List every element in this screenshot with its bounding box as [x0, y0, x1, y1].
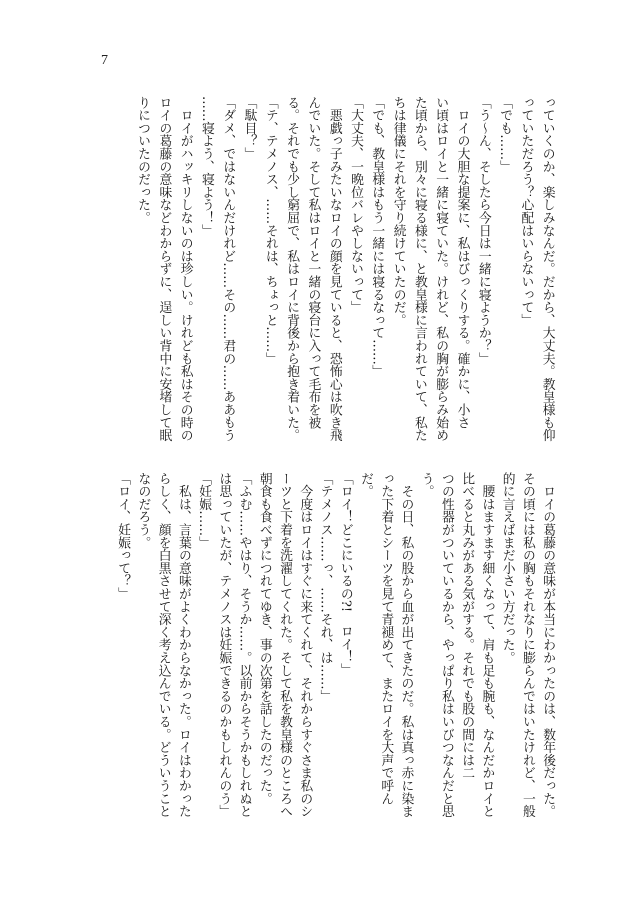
text-line: 「でも、教皇様はもう一緒には寝るなって……」 [369, 96, 385, 378]
text-line: 悪戯っ子みたいなロイの顔を見ていると、恐怖心は吹き飛 [326, 96, 342, 442]
text-line: は思っていたが、テメノスは妊娠できるのかもしれんのう」 [216, 472, 232, 818]
text-line: 今度はロイはすぐに来てくれて、それからすぐさま私のシ [297, 472, 313, 818]
text-line: つの性器がついているから、やっぱり私はいびつなんだと思 [438, 472, 454, 818]
text-line: その日、私の股から血が出てきたのだ。私は真っ赤に染ま [398, 472, 414, 818]
text-line: 「テメノス……っ、……それ、は……」 [317, 472, 333, 703]
text-line: 「大丈夫、一晩位バレやしないって」 [348, 96, 364, 314]
text-line: た頃から、別々に寝る様に、と教皇様に言われていて、私た [411, 96, 427, 442]
text-line: い頃はロイと一緒に寝ていた。けれど、私の胸が膨らみ始め [433, 96, 449, 442]
text-line: ちは律儀にそれを守り続けていたのだ。 [390, 96, 406, 327]
text-line: 「妊娠……」 [196, 472, 212, 549]
text-line: 比べると丸みがある気がする。それでも股の間には二 [459, 472, 475, 780]
text-line: っていただろう？心配はいらないって」 [518, 96, 534, 327]
text-line: らしく、顔を白黒させて深く考え込んでいる。どういうこと [155, 472, 171, 818]
text-line: りについたのだった。 [135, 96, 151, 224]
text-line: 朝食も食べずにつれてゆき、事の次第を話したのだった。 [256, 472, 272, 805]
text-line: 「テ、テメノス、……それは、ちょっと……」 [262, 96, 278, 365]
text-line: った下着とシーツを見て青褪めて、またロイを大声で呼ん [378, 472, 394, 805]
text-line: る。それでも少し窮屈で、私はロイに背後から抱き着いた。 [284, 96, 300, 442]
page-number: 7 [101, 53, 108, 68]
text-line: ロイがハッキリしないのは珍しい。けれども私はその時の [177, 96, 193, 442]
text-line: んでいた。そして私はロイと一緒の寝台に入って毛布を被 [305, 96, 321, 429]
text-line: 「う～ん、そしたら今日は一緒に寝ようか？」 [475, 96, 491, 365]
text-line: 腰はますます細くなって、肩も足も腕も、なんだかロイと [479, 472, 495, 818]
text-line: 「でも……」 [497, 96, 513, 173]
lower-text-block [112, 472, 557, 824]
text-line: だ。 [357, 472, 373, 498]
upper-text-block [132, 96, 558, 448]
text-line: 的に言えばまだ小さい方だった。 [499, 472, 515, 664]
text-line: ロイの葛藤の意味が本当にわかったのは、数年後だった。 [540, 472, 556, 818]
text-line: う。 [418, 472, 434, 498]
text-line: ロイの大胆な提案に、私はびっくりする。確かに、小さ [454, 96, 470, 429]
text-line: 「ふむ……やはり、そうか……。以前からそうかもしれぬと [236, 472, 252, 818]
text-line: ……寝よう、寝よう！」 [198, 96, 214, 237]
text-line: その頃には私の胸もそれなりに膨らんではいたけれど、一般 [519, 472, 535, 818]
text-line: 「駄目？」 [241, 96, 257, 160]
text-line: 私は、言葉の意味がよくわからなかった。ロイはわかった [175, 472, 191, 818]
text-line: なのだろう。 [135, 472, 151, 549]
text-line: 「ダメ、ではないんだけれど……その……君の……ああもう [220, 96, 236, 442]
text-line: ロイの葛藤の意味などわからずに、逞しい背中に安堵して眠 [156, 96, 172, 442]
text-line: 「ロイ、妊娠って？」 [115, 472, 131, 600]
text-line: ーツと下着を洗濯してくれた。そして私を教皇様のところへ [277, 472, 293, 818]
text-line: 「ロイ！どこにいるの?! ロイ！」 [337, 472, 353, 677]
text-line: っていくのか、楽しみなんだ。だから、大丈夫。教皇様も仰 [539, 96, 555, 442]
